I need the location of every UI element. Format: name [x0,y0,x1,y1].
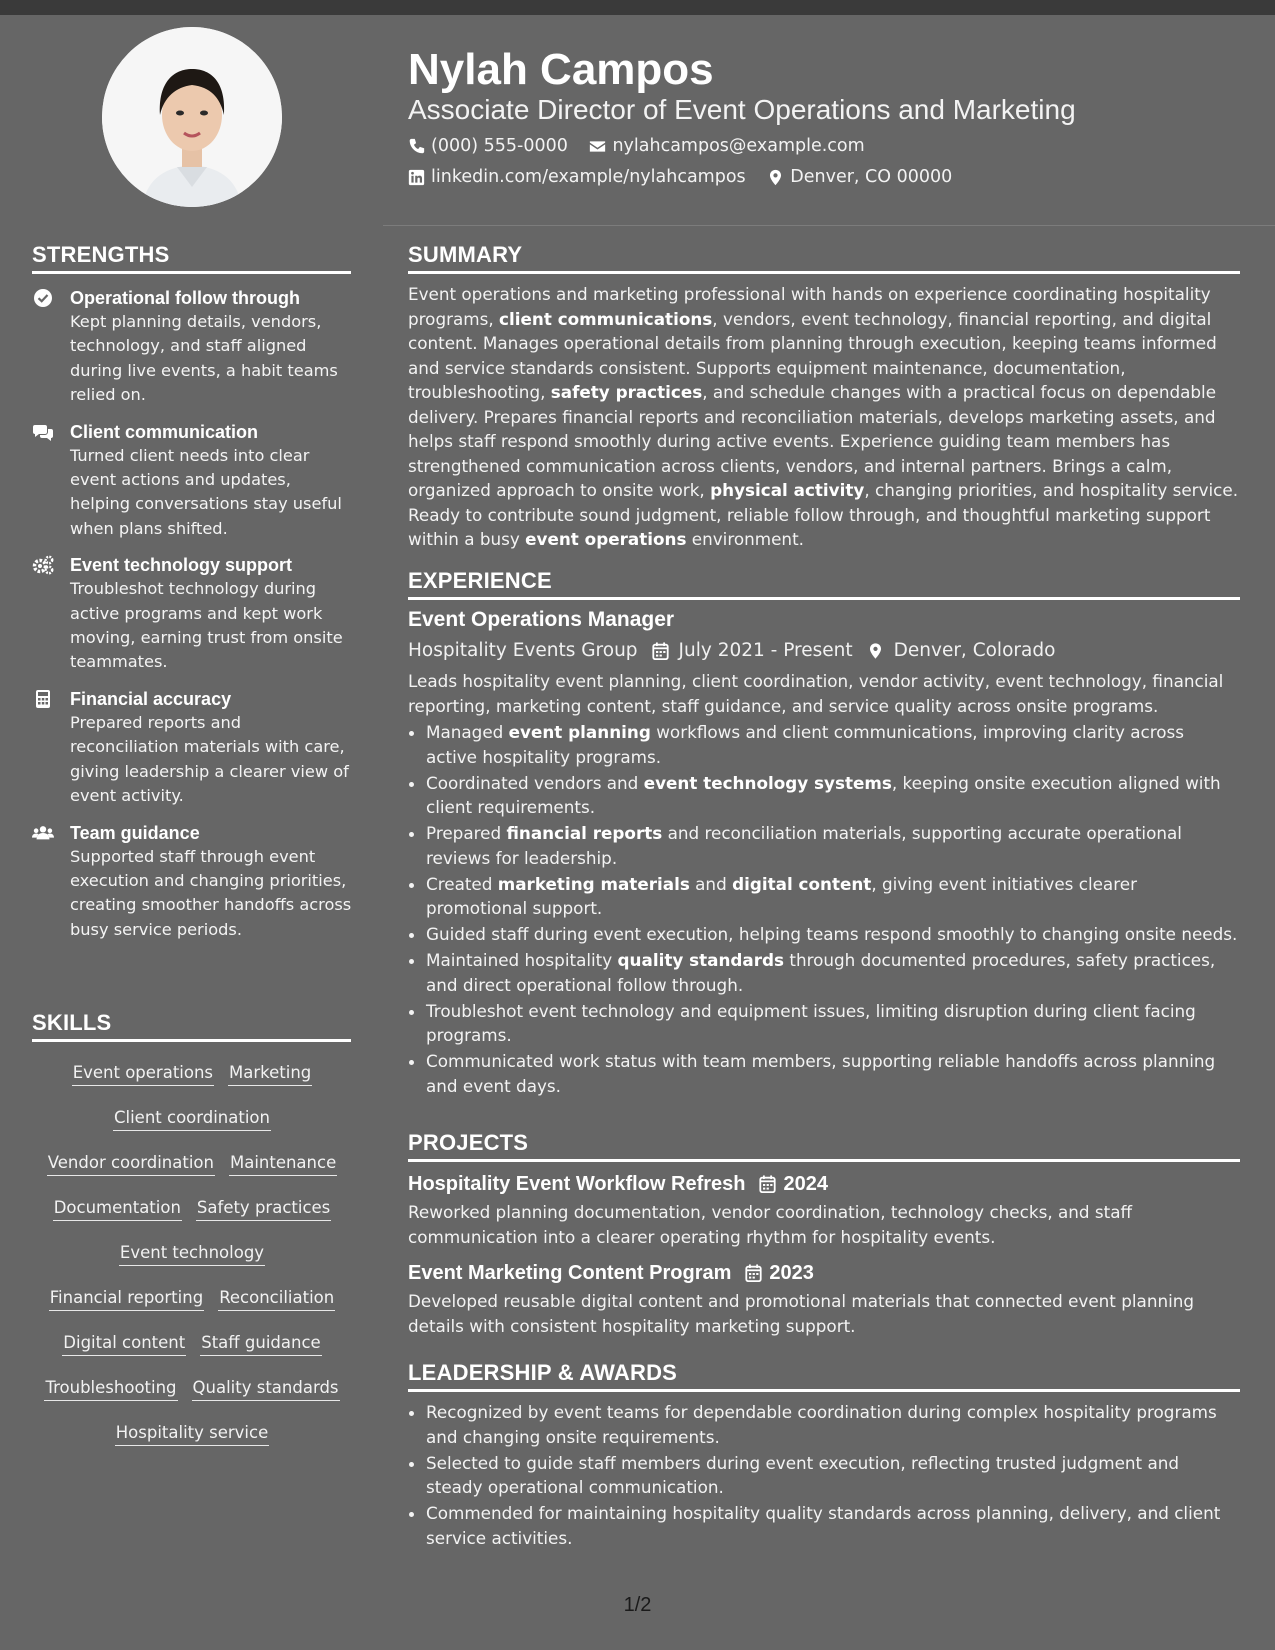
awards-heading: LEADERSHIP & AWARDS [408,1360,1240,1392]
bullet-text: , keeping onsite execution aligned with client requirements. [426,772,1221,817]
project-description: Reworked planning documentation, vendor coordination, technology checks, and staff communication into a clearer operating rhythm for hospitality events. [408,1202,1133,1247]
summary-segment: environment. [686,529,804,549]
strength-item [32,821,352,943]
skill-tag: Event operations [72,1062,214,1086]
page-number: 1/2 [623,1594,652,1616]
linkedin-text[interactable]: linkedin.com/example/nylahcampos [431,167,746,187]
skills-heading: SKILLS [32,1010,351,1042]
strength-description: Supported staff through event execution and changing priorities, creating smoother handoffs across busy service periods. [70,846,352,939]
skill-tag: Client coordination [113,1107,271,1131]
project-year: 2023 [769,1262,814,1284]
strength-description: Turned client needs into clear event actions and updates, helping conversations stay useful when plans shifted. [70,445,342,538]
job-bullet [426,872,1240,921]
skill-tag: Marketing [228,1062,312,1086]
bullet-text: and [689,873,733,894]
phone-icon [408,138,425,155]
strength-title: Operational follow through [70,288,300,308]
skill-tag: Safety practices [196,1197,331,1221]
location-text: Denver, CO 00000 [790,167,953,187]
map-pin-icon [767,169,784,186]
strength-item [32,687,352,809]
bullet-text: Managed [426,722,509,742]
summary-keyword: safety practices [550,382,703,402]
skill-tag: Reconciliation [218,1287,335,1311]
summary-segment: , vendors, event technology, financial reporting, and digital content. Manages operational details from planning through execution, keeping teams informed and service standards consistent. Supports equipment maintenance, documentation, troubleshooting, [408,308,1217,402]
job-bullet [426,720,1240,769]
strength-item [32,420,352,542]
project-year: 2024 [783,1173,828,1195]
strength-title: Client communication [70,421,259,442]
top-bar [0,0,1275,15]
map-pin-icon [867,642,884,660]
gears-icon [32,553,58,675]
bullet-text: Maintained hospitality [426,950,618,970]
email-contact[interactable] [589,134,864,158]
bullet-keyword: digital content [732,873,872,894]
bullet-keyword: event technology systems [643,772,892,793]
job-location: Denver, Colorado [893,640,1056,661]
bullet-text: through documented procedures, safety practices, and direct operational follow through. [426,950,1216,995]
skill-tag: Digital content [62,1332,186,1356]
bullet-keyword: event planning [508,722,651,742]
award-item: • Recognized by event teams for dependable coordination during complex hospitality programs and changing onsite requirements. [426,1400,1240,1449]
experience-heading: EXPERIENCE [408,568,1240,600]
job-bullets [408,720,1240,1098]
strength-title: Financial accuracy [70,688,232,709]
calculator-icon [32,687,58,809]
skills-list [32,1052,352,1457]
job-bullet [426,1049,1240,1098]
strength-title: Event technology support [70,555,293,576]
bullet-text: and reconciliation materials, supporting accurate operational reviews for leadership. [426,823,1182,868]
strength-item [32,286,352,408]
skill-tag: Maintenance [229,1152,337,1176]
skill-tag: Hospitality service [115,1422,270,1446]
bullet-text: Coordinated vendors and [426,772,644,793]
calendar-icon [759,1175,776,1193]
skill-tag: Vendor coordination [47,1152,215,1176]
users-icon [32,821,58,943]
profile-photo [102,27,282,207]
linkedin-icon [408,169,425,186]
job-summary: Leads hospitality event planning, client coordination, vendor activity, event technology, financial reporting, marketing content, staff guidance, and service quality across onsite programs. [408,671,1224,716]
candidate-name: Nylah Campos [408,45,714,94]
contact-row-2 [408,165,968,193]
job-dates: July 2021 - Present [678,640,853,661]
email-text[interactable]: nylahcampos@example.com [612,136,865,156]
projects-section [408,1130,1240,1338]
header-divider [383,225,1275,226]
strength-title: Team guidance [70,822,200,843]
summary-segment: Event operations and marketing professional with hands on experience coordinating hospitality programs, [408,284,1211,329]
skill-tag: Event technology [119,1242,265,1266]
skill-tag: Documentation [53,1197,182,1221]
envelope-icon [589,138,606,155]
summary-keyword: client communications [499,308,713,329]
summary-segment: , and schedule changes with a practical focus on dependable delivery. Prepares financial reports and reconciliation materials, develops marketing assets, and helps staff respond smoothly during active events. Experience guiding team members has strengthened communication across clients, vendors, and internal partners. Brings a calm, organized approach to onsite work, [408,382,1217,500]
awards-section [408,1360,1240,1552]
bullet-text: Communicated work status with team members, supporting reliable handoffs across planning and event days. [426,1051,1216,1096]
bullet-keyword: marketing materials [497,873,690,894]
bullet-text: workflows and client communications, improving clarity across active hospitality programs. [426,722,1185,767]
project-title: Event Marketing Content Program [408,1262,732,1284]
summary-segment: , changing priorities, and hospitality service. Ready to contribute sound judgment, reliable follow through, and thoughtful marketing support within a busy [408,480,1239,549]
summary-text [408,282,1240,552]
calendar-icon [745,1264,762,1282]
bullet-text: , giving event initiatives clearer promotional support. [426,873,1137,918]
award-item: • Selected to guide staff members during event execution, reflecting trusted judgment and steady operational communication. [426,1451,1240,1500]
project-description: Developed reusable digital content and promotional materials that connected event planning details with consistent hospitality marketing support. [408,1291,1195,1336]
experience-section [408,568,1240,1100]
phone-contact [408,134,568,158]
strengths-heading: STRENGTHS [32,242,351,274]
job-headline: Associate Director of Event Operations and Marketing [408,94,1076,125]
company-name: Hospitality Events Group [408,640,638,661]
comments-icon [32,420,58,542]
skill-tag: Staff guidance [200,1332,321,1356]
project-title-row [408,1170,1240,1198]
strength-description: Prepared reports and reconciliation materials with care, giving leadership a clearer view of event activity. [70,712,349,806]
skill-tag: Financial reporting [49,1287,204,1311]
bullet-text: Prepared [426,823,507,843]
summary-keyword: physical activity [710,480,865,500]
project-title: Hospitality Event Workflow Refresh [408,1173,746,1195]
summary-keyword: event operations [525,529,687,549]
job-meta [408,638,1240,664]
job-bullet [426,922,1240,947]
bullet-text: Guided staff during event execution, helping teams respond smoothly to changing onsite needs. [426,924,1238,944]
summary-section [408,242,1240,552]
award-item: • Commended for maintaining hospitality quality standards across planning, delivery, and client service activities. [426,1501,1240,1550]
bullet-text: Created [426,873,498,894]
strength-description: Kept planning details, vendors, technology, and staff aligned during live events, a habit teams relied on. [70,312,338,405]
check-circle-icon [32,286,58,408]
calendar-icon [652,642,669,660]
skill-tag: Quality standards [192,1377,340,1401]
summary-heading: SUMMARY [408,242,1240,274]
job-bullet [426,771,1240,820]
skill-tag: Troubleshooting [44,1377,177,1401]
strength-description: Troubleshot technology during active programs and kept work moving, earning trust from onsite teammates. [70,579,343,672]
awards-list [408,1400,1240,1550]
bullet-keyword: quality standards [617,950,785,970]
job-bullet [426,999,1240,1048]
location-contact [767,165,952,189]
project-title-row [408,1259,1240,1287]
job-title: Event Operations Manager [408,608,675,631]
projects-heading: PROJECTS [408,1130,1240,1162]
bullet-keyword: financial reports [506,823,663,843]
portrait-image [102,27,282,207]
skills-section [32,1010,352,1457]
job-bullet [426,821,1240,870]
contact-row-1 [408,134,881,162]
job-bullet [426,948,1240,997]
strength-item [32,553,352,675]
linkedin-contact[interactable] [408,165,746,189]
phone-text: (000) 555-0000 [431,136,568,156]
strengths-section [32,242,352,942]
bullet-text: Troubleshot event technology and equipment issues, limiting disruption during client facing programs. [426,1000,1196,1045]
